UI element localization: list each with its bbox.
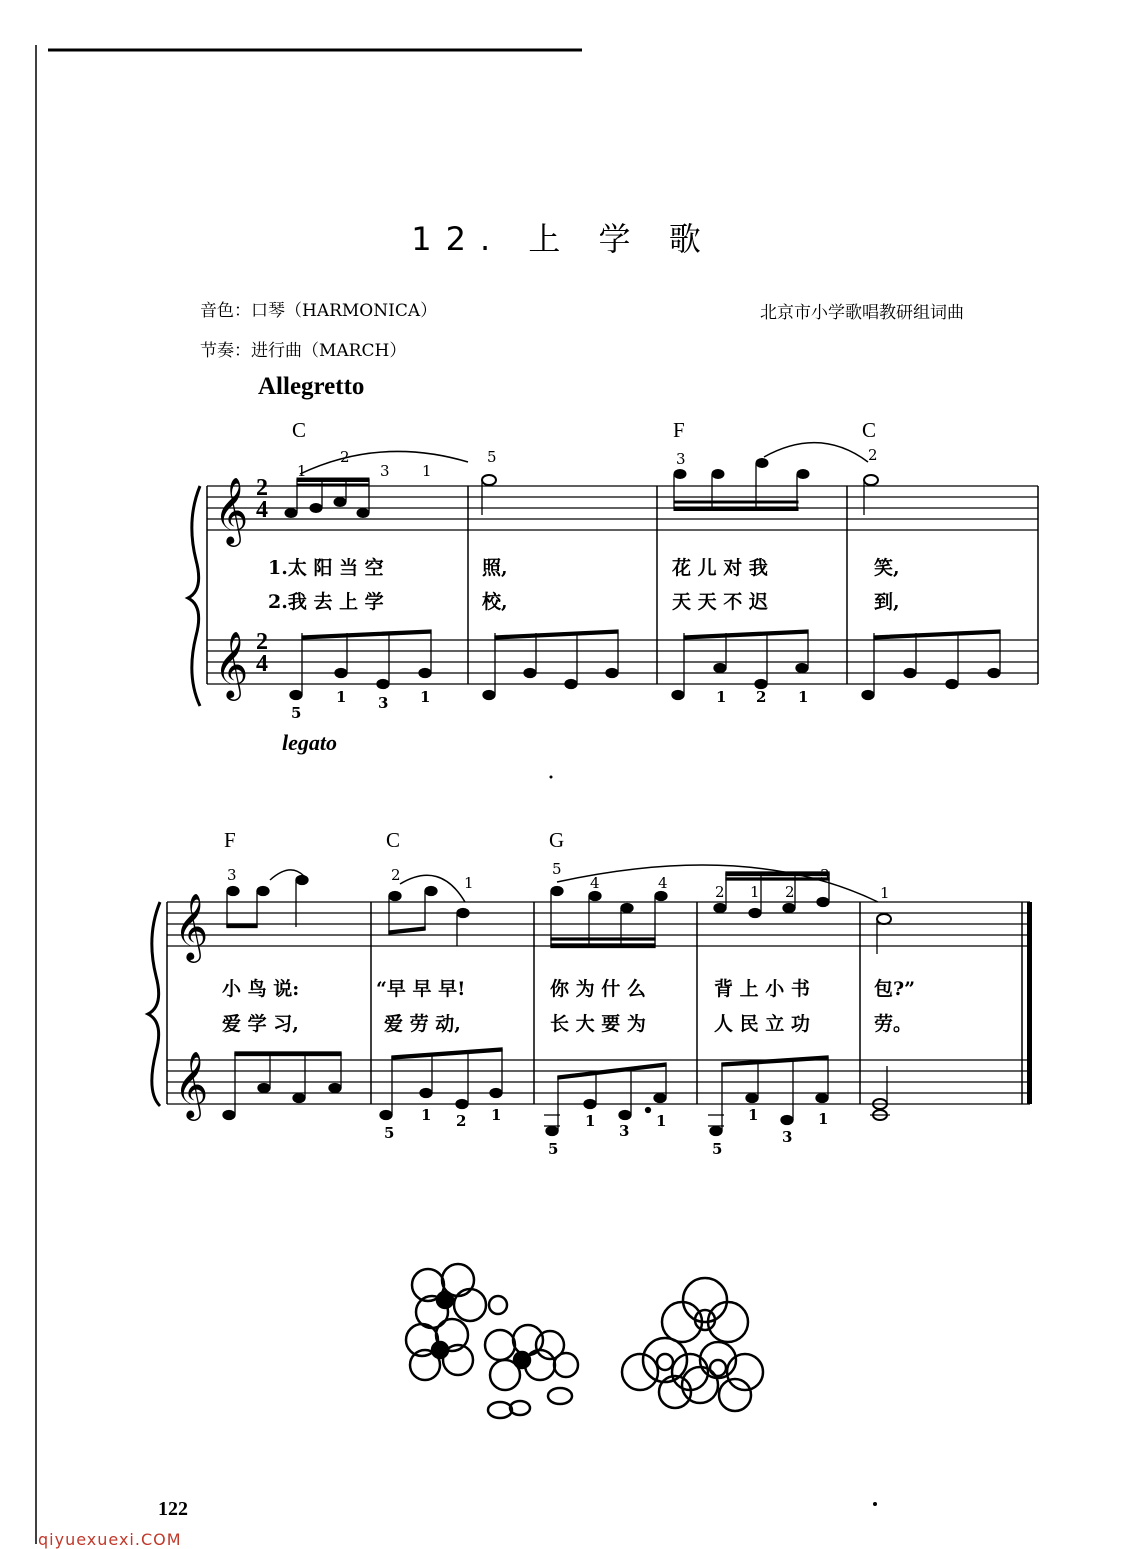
composer-credit: 北京市小学歌唱教研组词曲 <box>760 303 964 323</box>
fingering: 1 <box>464 874 474 892</box>
fingering: 1 <box>585 1112 596 1130</box>
lyric-verse2: 到, <box>874 591 900 613</box>
lyric-verse1: 1.太 阳 当 空 <box>268 557 384 579</box>
fingering: 1 <box>880 884 890 902</box>
upper-notes-m3 <box>551 887 667 948</box>
upper-notes-m2 <box>482 475 496 515</box>
fingering: 3 <box>227 866 237 884</box>
fingering: 2 <box>391 866 401 884</box>
barlines <box>207 486 1038 684</box>
fingering: 2 <box>340 448 350 466</box>
fingering: 2 <box>868 446 878 464</box>
fingering: 1 <box>336 688 347 706</box>
brace <box>148 902 160 1106</box>
upper-notes-m4 <box>864 475 878 515</box>
fingering: 3 <box>380 462 390 480</box>
treble-clef-icon: 𝄞 <box>174 892 209 960</box>
fingering: 4 <box>658 874 668 892</box>
watermark-text: qiyuexuexi.COM <box>38 1530 182 1549</box>
lyric-verse1: 照, <box>482 557 508 579</box>
fingering: 3 <box>820 866 830 884</box>
fingering: 3 <box>782 1128 793 1146</box>
tempo-marking: Allegretto <box>258 373 365 400</box>
treble-clef-icon: 𝄞 <box>214 630 249 698</box>
lyric-verse1: 背 上 小 书 <box>714 978 810 1000</box>
fingering: 5 <box>548 1140 559 1158</box>
fingering: 3 <box>676 450 686 468</box>
time-sig-bottom: 4 <box>256 651 268 677</box>
time-signature-lower <box>256 631 268 675</box>
lyric-verse2: 人 民 立 功 <box>714 1013 810 1035</box>
time-sig-top: 2 <box>256 475 268 501</box>
lyric-verse1: 花 儿 对 我 <box>672 557 768 579</box>
fingering: 1 <box>818 1110 829 1128</box>
lyric-verse2: 天 天 不 迟 <box>672 591 768 613</box>
lyric-verse2: 爱 劳 动, <box>384 1013 461 1035</box>
fingering: 1 <box>750 883 760 901</box>
lyric-verse2: 爱 学 习, <box>222 1013 299 1035</box>
expression-marking: legato <box>282 730 337 755</box>
treble-staff <box>207 486 1038 530</box>
fingering: 1 <box>656 1112 667 1130</box>
lyric-verse1: 笑, <box>874 557 900 579</box>
lyric-verse1: “早 早 早! <box>376 978 466 1000</box>
fingering: 2 <box>456 1112 467 1130</box>
rhythm-label: 节奏：进行曲（MARCH） <box>200 341 407 361</box>
fingering: 5 <box>552 860 562 878</box>
fingering: 1 <box>748 1106 759 1124</box>
upper-notes-m2 <box>389 887 469 947</box>
chord-symbol: F <box>224 828 236 852</box>
chord-symbol: C <box>862 418 877 442</box>
fingering: 2 <box>785 883 795 901</box>
upper-notes-m1 <box>285 478 369 518</box>
fingering: 1 <box>297 462 307 480</box>
chord-symbol: C <box>386 828 401 852</box>
fingering: 1 <box>798 688 809 706</box>
upper-notes-m4 <box>714 872 829 918</box>
time-signature-upper <box>256 477 268 521</box>
lyric-verse2: 劳。 <box>874 1013 913 1035</box>
fingering: 3 <box>619 1122 630 1140</box>
lyric-verse1: 包?” <box>874 978 916 1000</box>
treble-clef-icon: 𝄞 <box>174 1050 209 1118</box>
upper-notes-m3 <box>674 459 809 511</box>
fingering: 3 <box>378 694 389 712</box>
lyric-verse2: 长 大 要 为 <box>550 1013 646 1035</box>
fingering: 1 <box>491 1106 502 1124</box>
fingering: 5 <box>487 448 497 466</box>
brace <box>188 486 200 706</box>
upper-notes-m5 <box>877 914 891 954</box>
lower-notes <box>223 1048 890 1136</box>
lyric-verse2: 2.我 去 上 学 <box>268 591 384 613</box>
lyric-verse1: 小 鸟 说: <box>222 978 300 1000</box>
time-sig-bottom: 4 <box>256 497 268 523</box>
time-sig-top: 2 <box>256 629 268 655</box>
fingering: 2 <box>756 688 767 706</box>
lyric-verse1: 你 为 什 么 <box>550 978 646 1000</box>
chord-symbol: F <box>673 418 685 442</box>
fingering: 2 <box>715 883 725 901</box>
timbre-label: 音色：口琴（HARMONICA） <box>200 301 438 321</box>
chord-symbol: G <box>549 828 565 852</box>
flower-illustration <box>406 1264 763 1418</box>
page-number: 122 <box>158 1498 188 1520</box>
lyric-verse2: 校, <box>482 591 508 613</box>
fingering: 5 <box>291 704 302 722</box>
fingering: 1 <box>716 688 727 706</box>
final-barline <box>1027 902 1032 1104</box>
fingering: 5 <box>712 1140 723 1158</box>
treble-clef-icon: 𝄞 <box>214 476 249 544</box>
fingering: 4 <box>590 874 600 892</box>
fingering: 1 <box>422 462 432 480</box>
page-title: 12. 上 学 歌 <box>411 220 715 258</box>
fingering: 1 <box>420 688 431 706</box>
chord-symbol: C <box>292 418 307 442</box>
slur <box>764 443 868 462</box>
fingering: 1 <box>421 1106 432 1124</box>
fingering: 5 <box>384 1124 395 1142</box>
